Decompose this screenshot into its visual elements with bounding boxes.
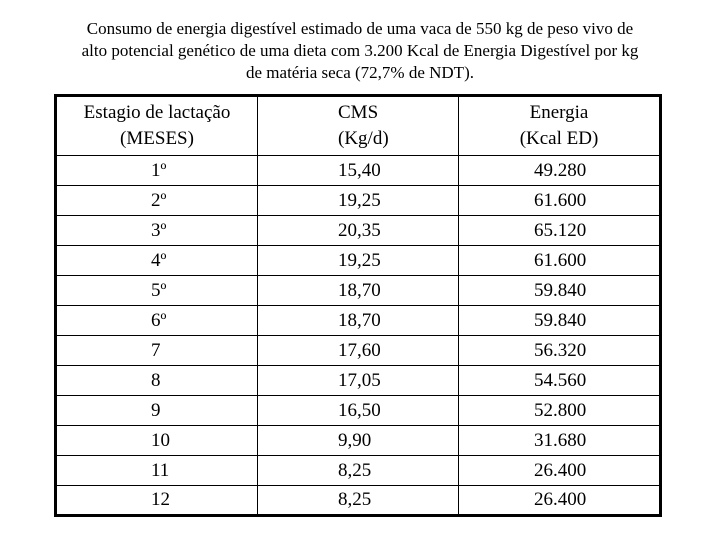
cell-cms: 15,40 xyxy=(258,156,459,186)
energy-consumption-table xyxy=(54,94,662,517)
cell-energy: 59.840 xyxy=(459,306,661,336)
caption-line-2: alto potencial genético de uma dieta com 3.200 Kcal de Energia Digestível por kg xyxy=(81,41,639,60)
cell-month: 7 xyxy=(56,336,258,366)
caption-line-3: de matéria seca (72,7% de NDT). xyxy=(246,63,474,82)
table-header-row xyxy=(56,96,661,156)
cell-cms: 19,25 xyxy=(258,246,459,276)
cell-energy: 31.680 xyxy=(459,426,661,456)
header-cms xyxy=(258,96,459,156)
header-cms-line-1: CMS xyxy=(338,102,379,123)
header-lactation-stage xyxy=(56,96,258,156)
cell-energy: 26.400 xyxy=(459,486,661,516)
cell-cms: 8,25 xyxy=(258,486,459,516)
cell-cms: 16,50 xyxy=(258,396,459,426)
table-row xyxy=(56,306,661,336)
cell-cms: 9,90 xyxy=(258,426,459,456)
cell-energy: 56.320 xyxy=(459,336,661,366)
cell-month: 4º xyxy=(56,246,258,276)
table-row xyxy=(56,426,661,456)
header-cms-line-2: (Kg/d) xyxy=(338,128,389,149)
table-row xyxy=(56,276,661,306)
header-energy-line-1: Energia xyxy=(529,102,589,123)
cell-energy: 54.560 xyxy=(459,366,661,396)
cell-energy: 26.400 xyxy=(459,456,661,486)
cell-month: 6º xyxy=(56,306,258,336)
table-row xyxy=(56,336,661,366)
cell-cms: 17,60 xyxy=(258,336,459,366)
cell-month: 5º xyxy=(56,276,258,306)
header-lactation-stage-line-1: Estagio de lactação xyxy=(83,102,231,123)
table-row xyxy=(56,186,661,216)
table-body xyxy=(56,156,661,516)
table-caption xyxy=(40,18,680,84)
cell-energy: 49.280 xyxy=(459,156,661,186)
caption-line-1: Consumo de energia digestível estimado de uma vaca de 550 kg de peso vivo de xyxy=(86,19,634,38)
table-row xyxy=(56,396,661,426)
cell-cms: 17,05 xyxy=(258,366,459,396)
cell-month: 10 xyxy=(56,426,258,456)
cell-energy: 65.120 xyxy=(459,216,661,246)
table-row xyxy=(56,366,661,396)
cell-month: 3º xyxy=(56,216,258,246)
cell-month: 2º xyxy=(56,186,258,216)
cell-month: 8 xyxy=(56,366,258,396)
cell-energy: 59.840 xyxy=(459,276,661,306)
cell-month: 11 xyxy=(56,456,258,486)
table-row xyxy=(56,456,661,486)
cell-month: 9 xyxy=(56,396,258,426)
cell-cms: 18,70 xyxy=(258,306,459,336)
header-energy-line-2: (Kcal ED) xyxy=(519,128,599,149)
cell-month: 1º xyxy=(56,156,258,186)
header-energy xyxy=(459,96,661,156)
table-row xyxy=(56,216,661,246)
cell-cms: 8,25 xyxy=(258,456,459,486)
cell-energy: 61.600 xyxy=(459,246,661,276)
header-lactation-stage-line-2: (MESES) xyxy=(120,128,194,149)
table-row xyxy=(56,246,661,276)
table-row xyxy=(56,486,661,516)
cell-energy: 52.800 xyxy=(459,396,661,426)
cell-cms: 20,35 xyxy=(258,216,459,246)
cell-month: 12 xyxy=(56,486,258,516)
cell-energy: 61.600 xyxy=(459,186,661,216)
cell-cms: 19,25 xyxy=(258,186,459,216)
cell-cms: 18,70 xyxy=(258,276,459,306)
table-row xyxy=(56,156,661,186)
